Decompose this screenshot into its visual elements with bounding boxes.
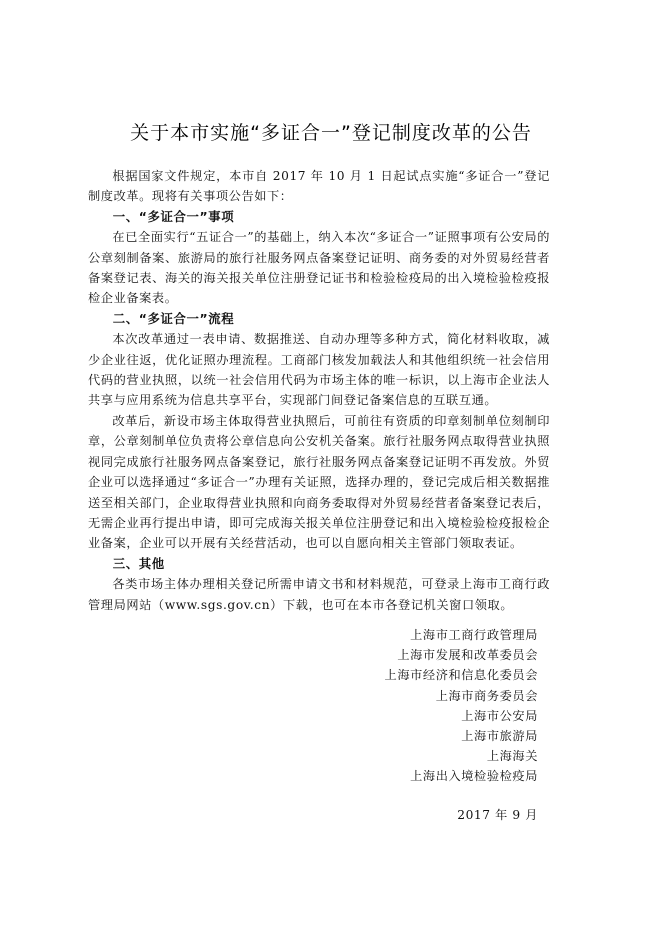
document-title: 关于本市实施“多证合一”登记制度改革的公告 bbox=[130, 122, 532, 144]
signatory: 上海市经济和信息化委员会 bbox=[384, 668, 538, 683]
document-date: 2017 年 9 月 bbox=[457, 808, 538, 822]
section-3-paragraph: 各类市场主体办理相关登记所需申请文书和材料规范，可登录上海市工商行政管理局网站（www.sgs.gov.cn）下载，也可在本市各登记机关窗口领取。 bbox=[88, 577, 550, 612]
signatory: 上海市旅游局 bbox=[461, 729, 538, 744]
document-body bbox=[88, 166, 550, 615]
signatory: 上海海关 bbox=[486, 749, 538, 764]
intro-paragraph: 根据国家文件规定，本市自 2017 年 10 月 1 日起试点实施“多证合一”登记制度改革。现将有关事项公告如下： bbox=[88, 169, 550, 204]
section-1-paragraph: 在已全面实行“五证合一”的基础上，纳入本次“多证合一”证照事项有公安局的公章刻制备案、旅游局的旅行社服务网点备案登记证明、商务委的对外贸易经营者备案登记表、海关的海关报关单位注册登记证书和检验检疫局的出入境检验检疫报检企业备案表。 bbox=[88, 230, 550, 306]
signatory: 上海市发展和改革委员会 bbox=[397, 648, 538, 663]
signatory: 上海出入境检验检疫局 bbox=[410, 769, 538, 784]
signatory-list bbox=[385, 625, 538, 787]
section-2-paragraph-1: 本次改革通过一表申请、数据推送、自动办理等多种方式，简化材料收取，减少企业往返，优化证照办理流程。工商部门核发加载法人和其他组织统一社会信用代码的营业执照，以统一社会信用代码为市场主体的唯一标识，以上海市企业法人共享与应用系统为信息共享平台，实现部门间登记备案信息的互联互通。 bbox=[88, 332, 550, 408]
section-3-heading: 三、其他 bbox=[112, 555, 165, 571]
signatory: 上海市工商行政管理局 bbox=[410, 628, 538, 642]
signatory: 上海市商务委员会 bbox=[435, 688, 538, 703]
signatory: 上海市公安局 bbox=[461, 708, 538, 723]
section-2-heading: 二、“多证合一”流程 bbox=[112, 310, 235, 326]
section-1-heading: 一、“多证合一”事项 bbox=[112, 208, 235, 224]
section-2-paragraph-2: 改革后，新设市场主体取得营业执照后，可前往有资质的印章刻制单位刻制印章，公章刻制单位负责将公章信息向公安机关备案。旅行社服务网点取得营业执照视同完成旅行社服务网点备案登记，旅行社服务网点备案登记证明不再发放。外贸企业可以选择通过“多证合一”办理有关证照，选择办理的，登记完成后相关数据推送至相关部门，企业取得营业执照和向商务委取得对外贸易经营者备案登记表后，无需企业再行提出申请，即可完成海关报关单位注册登记和出入境检验检疫报检企业备案，企业可以开展有关经营活动，也可以自愿向相关主管部门领取表证。 bbox=[88, 413, 550, 551]
